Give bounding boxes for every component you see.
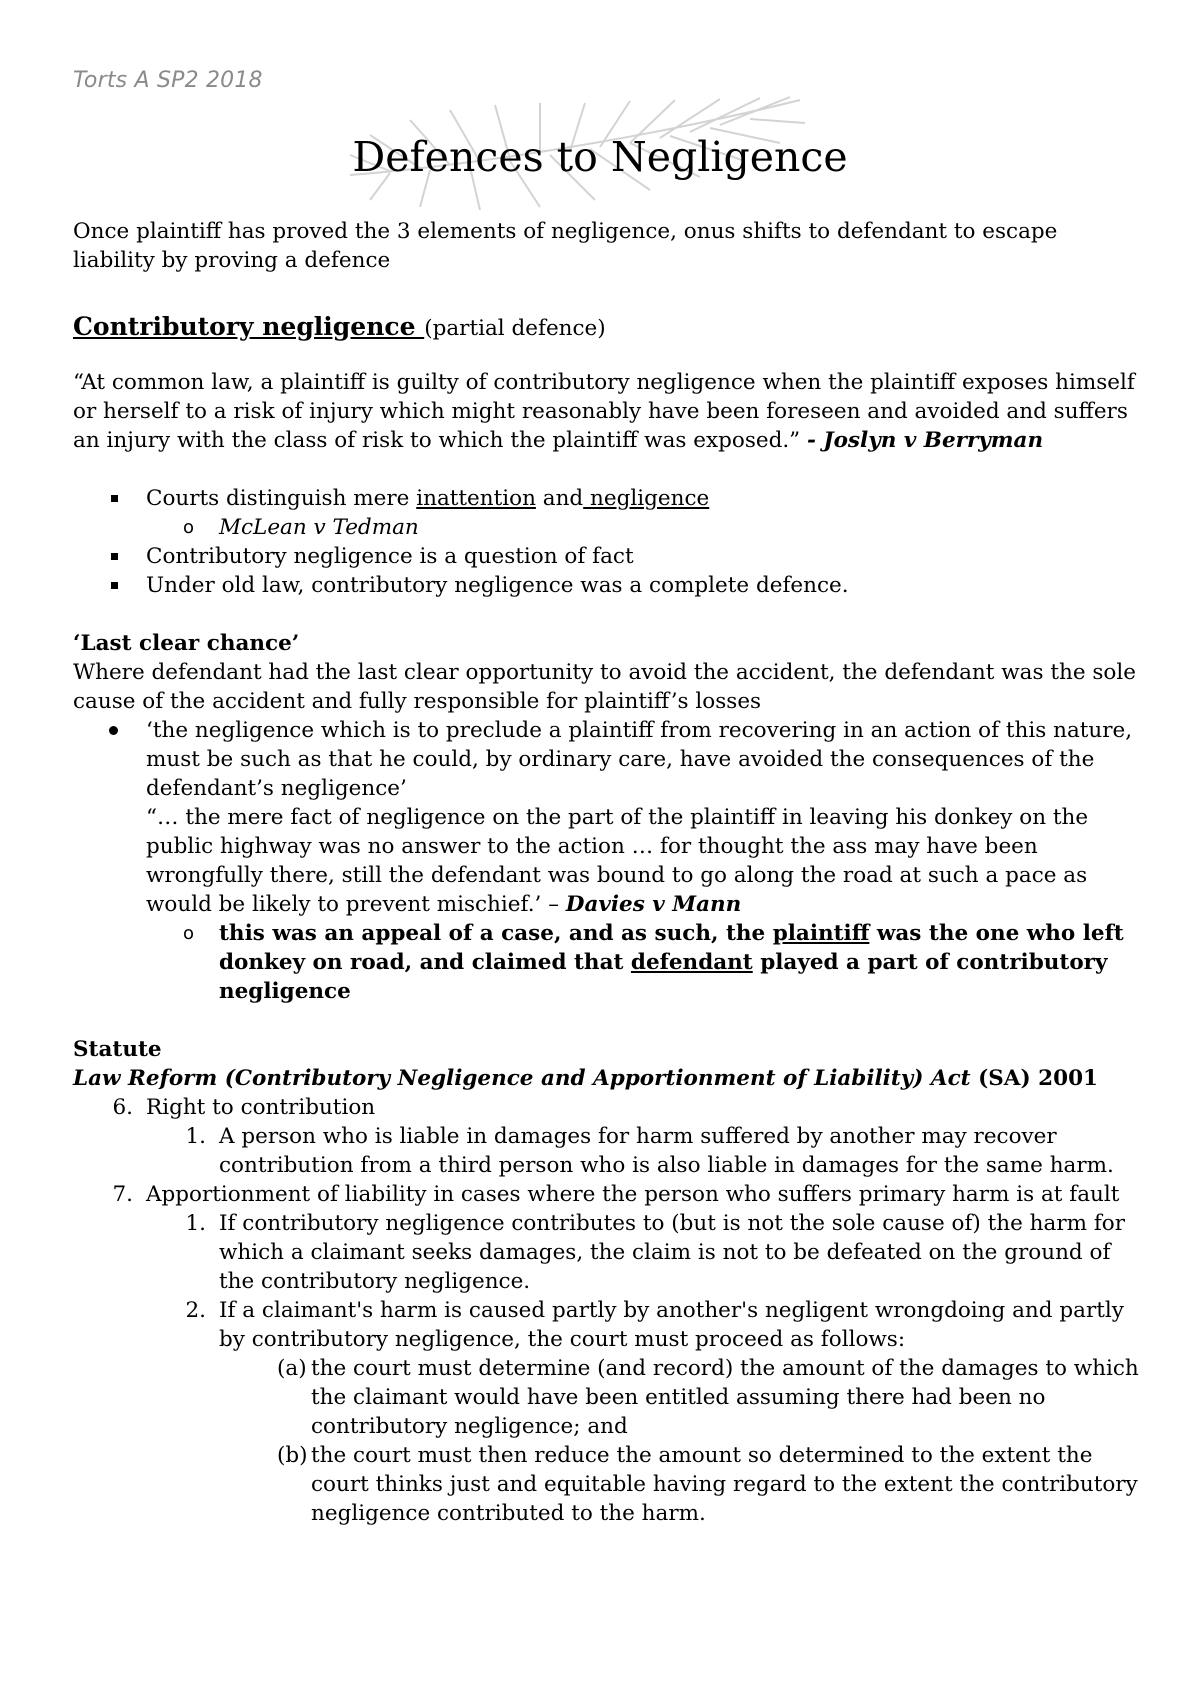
section-6-1: 1. A person who is liable in damages for harm suffered by another may recover contribution from a third person who is also liable in damages for the same harm. — [185, 1124, 1114, 1178]
list-item: o this was an appeal of a case, and as such, the plaintiff was the one who left donkey on road, and claimed that defendant played a part of contributory negligence — [183, 921, 1124, 1004]
round-bullet-icon — [109, 726, 118, 735]
section-7-2-b: (b) the court must then reduce the amount so determined to the extent the court thinks just and equitable having regard to the extent the contributory negligence contributed to the harm. — [277, 1443, 1138, 1526]
circle-bullet-icon: o — [183, 517, 195, 538]
list-item: Courts distinguish mere inattention and negligence — [73, 484, 1143, 513]
list-item: o McLean v Tedman — [183, 515, 419, 540]
contributory-negligence-heading: Contributory negligence — [73, 312, 425, 341]
davies-quote: “… the mere fact of negligence on the part of the plaintiff in leaving his donkey on the public highway was no answer to the action … for thought the ass may have been wrongfully there, still the defendant was bound to go along the road at such a pace as would be likely to prevent mischief.’ – Davies v Mann — [146, 805, 1089, 917]
act-title: Law Reform (Contributory Negligence and Apportionment of Liability) Act (SA) 2001 — [73, 1066, 1098, 1091]
list-item: Under old law, contributory negligence was a complete defence. — [73, 571, 1143, 600]
document-body — [73, 217, 1143, 1528]
section-7-2: 2. If a claimant's harm is caused partly by another's negligent wrongdoing and partly by contributory negligence, the court must proceed as follows: — [185, 1298, 1124, 1352]
section-7: 7. Apportionment of liability in cases where the person who suffers primary harm is at fault — [112, 1182, 1120, 1207]
page-title: Defences to Negligence — [352, 133, 848, 181]
list-item: ‘the negligence which is to preclude a plaintiff from recovering in an action of this nature, must be such as that he could, by ordinary care, have avoided the consequences of the defendant’s negligence’ “… the mere fact of negligence on the part of the plaintiff in leaving his donkey on the public highway was no answer to the action … for thought the ass may have been wrongfully there, still the defendant was bound to go along the road at such a pace as would be likely to prevent mischief.’ – Davies v Mann — [73, 716, 1143, 919]
list-item: Contributory negligence is a question of fact — [73, 542, 1143, 571]
joslyn-quote-text: “At common law, a plaintiff is guilty of contributory negligence when the plaintiff exposes himself or herself to a risk of injury which might reasonably have been foreseen and avoided and suffers an injury with the class of risk to which the plaintiff was exposed.” — [73, 370, 1135, 453]
contributory-negligence-heading-row — [73, 310, 1143, 346]
intro-paragraph: Once plaintiff has proved the 3 elements of negligence, onus shifts to defendant to escape liability by proving a defence — [73, 219, 1058, 273]
square-bullet-icon — [111, 495, 118, 502]
davies-case: Davies v Mann — [565, 892, 742, 917]
statute-heading: Statute — [73, 1037, 162, 1062]
partial-defence-note: (partial defence) — [424, 316, 606, 341]
section-7-2-a: (a) the court must determine (and record) the amount of the damages to which the claimant would have been entitled assuming there had been no contributory negligence; and — [277, 1356, 1139, 1439]
course-label: Torts A SP2 2018 — [73, 68, 263, 93]
joslyn-case: - Joslyn v Berryman — [807, 428, 1044, 453]
square-bullet-icon — [111, 582, 118, 589]
joslyn-quote — [73, 368, 1143, 455]
last-clear-chance-heading: ‘Last clear chance’ — [73, 631, 300, 656]
square-bullet-icon — [111, 553, 118, 560]
section-7-1: 1. If contributory negligence contributes to (but is not the sole cause of) the harm for which a claimant seeks damages, the claim is not to be defeated on the ground of the contributory negligence. — [185, 1211, 1126, 1294]
circle-bullet-icon: o — [183, 923, 195, 944]
section-6: 6. Right to contribution — [112, 1095, 376, 1120]
last-clear-chance-text: Where defendant had the last clear opportunity to avoid the accident, the defendant was the sole cause of the accident and fully responsible for plaintiff’s losses — [73, 660, 1136, 714]
